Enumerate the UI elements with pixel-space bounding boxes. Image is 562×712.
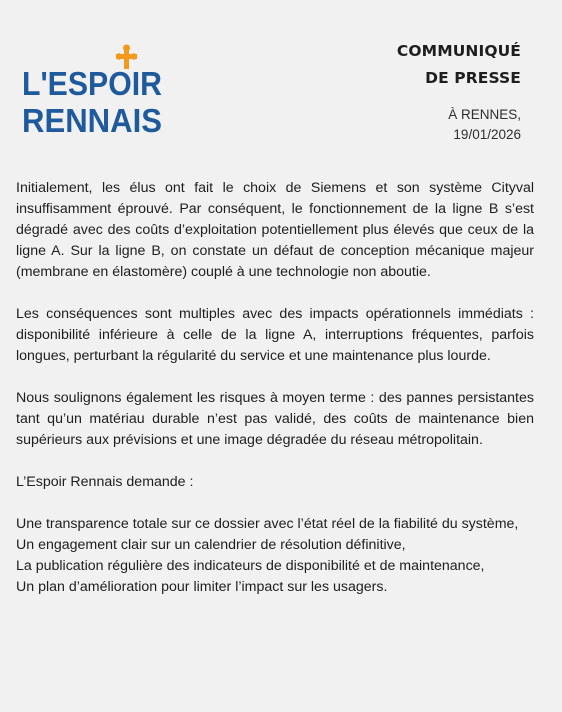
demand-item: Une transparence totale sur ce dossier avec l’état réel de la fiabilité du système, [16,516,519,532]
logo [20,42,166,138]
date: 19/01/2026 [453,127,521,142]
press-release-title-line1: COMMUNIQUÉ [396,42,521,60]
press-release-body [16,178,534,598]
paragraph-risks: Nous soulignons également les risques à moyen terme : des pannes persistantes tant qu’un matériau durable n’est pas validé, des coûts de maintenance bien supérieurs aux prévisions et une image dégradée du réseau métropolitain. [16,390,534,448]
paragraph-context: Initialement, les élus ont fait le choix de Siemens et son système Cityval insuffisamment éprouvé. Par conséquent, le fonctionnement de la ligne B s’est dégradé avec des coûts d’exploitation potentiellement plus élevés que ceux de la ligne A. Sur la ligne B, on constate un défaut de conception mécanique majeur (membrane en élastomère) couplé à une technologie non aboutie. [16,180,534,280]
logo-graphic [20,42,166,138]
demand-item: La publication régulière des indicateurs de disponibilité et de maintenance, [16,558,485,574]
demand-item: Un plan d’amélioration pour limiter l’impact sur les usagers. [16,579,388,595]
place: À RENNES, [448,107,521,122]
paragraph-consequences: Les conséquences sont multiples avec des impacts opérationnels immédiats : disponibilité inférieure à celle de la ligne A, interruptions fréquentes, parfois longues, perturbant la régularité du service et une maintenance plus lourde. [16,306,534,364]
demand-intro: L’Espoir Rennais demande : [16,474,194,490]
location-date [397,105,521,145]
logo-line2: RENNAIS [22,102,162,138]
demand-item: Un engagement clair sur un calendrier de résolution définitive, [16,537,406,553]
press-release-title-line2: DE PRESSE [425,69,521,87]
logo-line1: L'ESPOIR [22,65,163,102]
header [397,38,521,145]
demand-list [16,514,534,598]
